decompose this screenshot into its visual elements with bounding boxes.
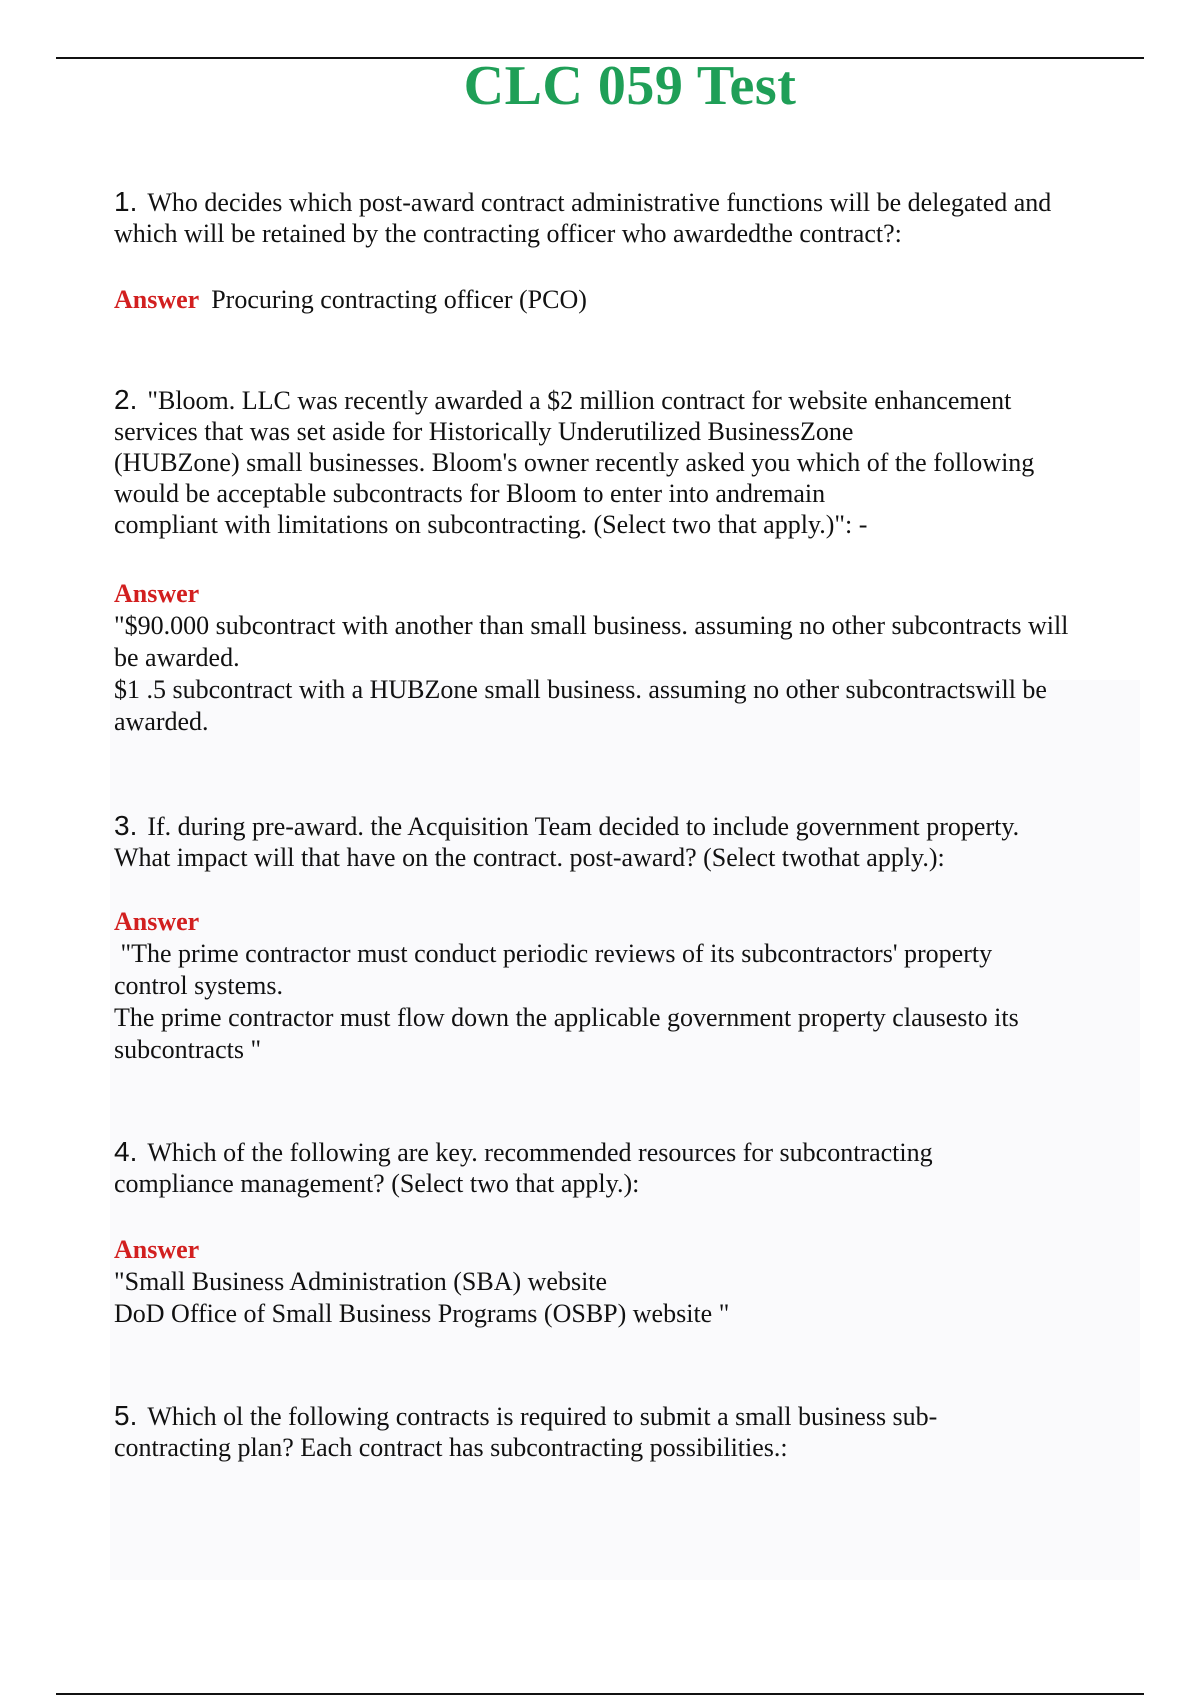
answer-3 bbox=[114, 906, 1144, 1066]
question-3 bbox=[114, 810, 1144, 873]
answer-label: Answer bbox=[114, 285, 200, 314]
question-4 bbox=[114, 1136, 1144, 1199]
answer-text: be awarded. bbox=[114, 643, 240, 672]
answer-2 bbox=[114, 578, 1144, 738]
question-2 bbox=[114, 384, 1144, 540]
question-1 bbox=[114, 186, 1144, 249]
answer-text: $1 .5 subcontract with a HUBZone small business. assuming no other subcontractswill be bbox=[114, 675, 1047, 704]
answer-4 bbox=[114, 1234, 1144, 1330]
answer-text: awarded. bbox=[114, 707, 209, 736]
answer-text: control systems. bbox=[114, 971, 283, 1000]
answer-text: Procuring contracting officer (PCO) bbox=[211, 285, 587, 314]
question-number: 2. bbox=[114, 384, 138, 415]
answer-1 bbox=[114, 284, 1144, 316]
question-line: services that was set aside for Historically Underutilized BusinessZone bbox=[114, 417, 854, 446]
question-line: Which ol the following contracts is required to submit a small business sub- bbox=[147, 1402, 938, 1431]
question-line: Which of the following are key. recommended resources for subcontracting bbox=[147, 1138, 933, 1167]
answer-label: Answer bbox=[114, 1235, 200, 1264]
question-number: 4. bbox=[114, 1136, 138, 1167]
question-line: If. during pre-award. the Acquisition Team decided to include government property. bbox=[147, 812, 1020, 841]
answer-text: "The prime contractor must conduct periodic reviews of its subcontractors' property bbox=[114, 939, 993, 968]
question-line: compliance management? (Select two that apply.): bbox=[114, 1169, 640, 1198]
question-5 bbox=[114, 1400, 1144, 1463]
bottom-rule bbox=[56, 1693, 1144, 1695]
question-line: (HUBZone) small businesses. Bloom's owner recently asked you which of the following bbox=[114, 448, 1035, 477]
question-line: compliant with limitations on subcontracting. (Select two that apply.)": - bbox=[114, 510, 868, 539]
answer-label: Answer bbox=[114, 907, 200, 936]
question-number: 1. bbox=[114, 186, 138, 217]
answer-text: DoD Office of Small Business Programs (OSBP) website " bbox=[114, 1299, 730, 1328]
question-line: Who decides which post-award contract administrative functions will be delegated and bbox=[147, 188, 1052, 217]
question-line: which will be retained by the contracting officer who awardedthe contract?: bbox=[114, 219, 902, 248]
answer-text: The prime contractor must flow down the applicable government property clausesto its bbox=[114, 1003, 1019, 1032]
question-line: would be acceptable subcontracts for Bloom to enter into andremain bbox=[114, 479, 826, 508]
question-number: 3. bbox=[114, 810, 138, 841]
question-line: contracting plan? Each contract has subcontracting possibilities.: bbox=[114, 1433, 788, 1462]
answer-label: Answer bbox=[114, 579, 200, 608]
question-line: What impact will that have on the contract. post-award? (Select twothat apply.): bbox=[114, 843, 945, 872]
answer-text: "Small Business Administration (SBA) website bbox=[114, 1267, 608, 1296]
question-number: 5. bbox=[114, 1400, 138, 1431]
answer-text: subcontracts " bbox=[114, 1035, 262, 1064]
page-title: CLC 059 Test bbox=[463, 55, 797, 117]
question-line: "Bloom. LLC was recently awarded a $2 million contract for website enhancement bbox=[147, 386, 1012, 415]
answer-text: "$90.000 subcontract with another than small business. assuming no other subcontracts will bbox=[114, 611, 1069, 640]
